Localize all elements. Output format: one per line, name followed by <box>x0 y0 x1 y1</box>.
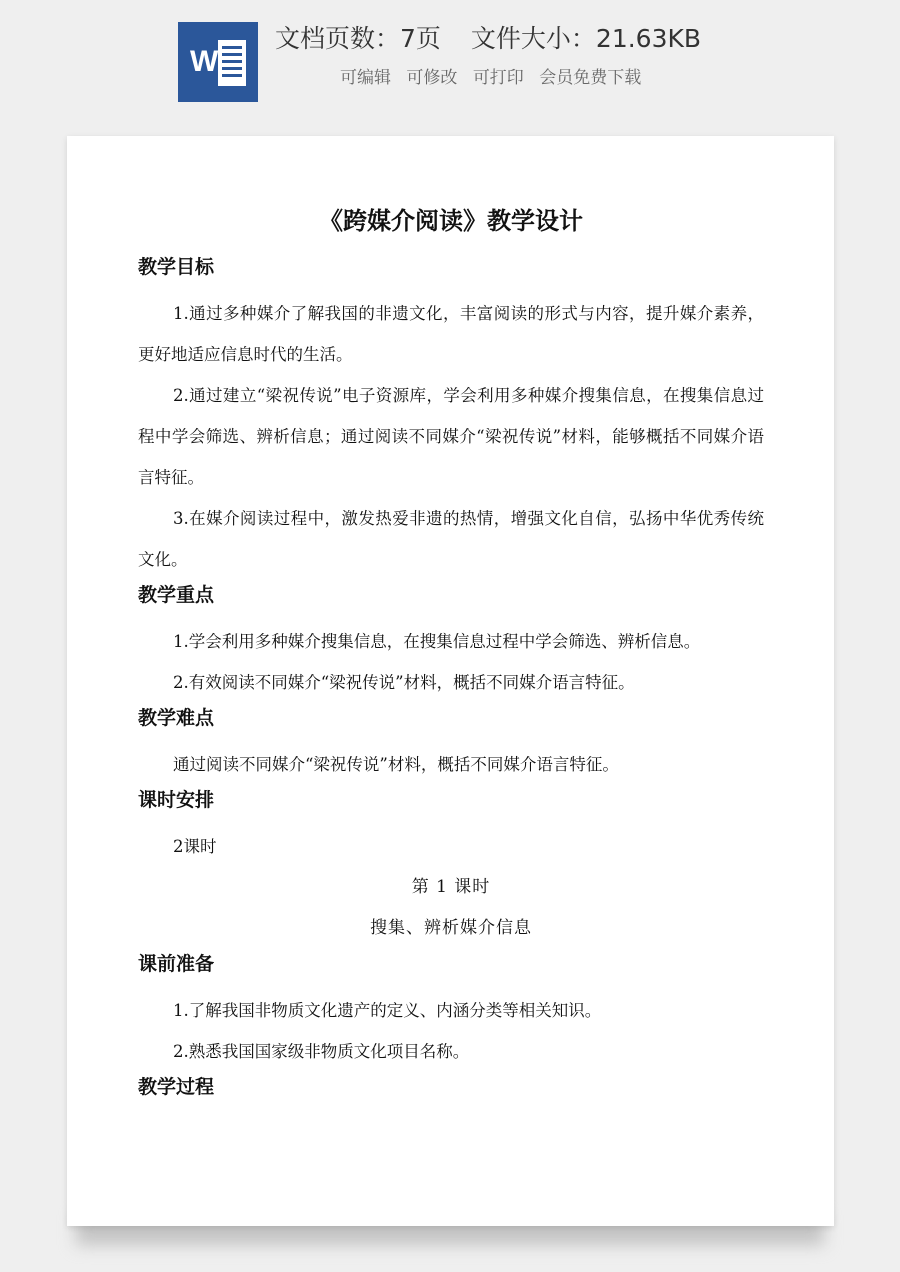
feature-member-download: 会员免费下载 <box>539 68 642 88</box>
section-heading-key-points: 教学重点 <box>138 584 215 606</box>
file-size: 文件大小：21.63KB <box>470 24 702 53</box>
word-logo-letter: W <box>190 45 219 78</box>
preparation-item: 1.了解我国非物质文化遗产的定义、内涵分类等相关知识。 <box>173 1001 602 1020</box>
document-title: 《跨媒介阅读》教学设计 <box>319 207 583 235</box>
section-heading-preparation: 课前准备 <box>138 953 215 975</box>
document-body <box>138 196 764 1113</box>
page-count: 文档页数：7页 <box>275 24 441 53</box>
preparation-item: 2.熟悉我国国家级非物质文化项目名称。 <box>173 1042 470 1061</box>
document-page <box>67 136 834 1226</box>
feature-editable: 可编辑 <box>340 68 391 88</box>
document-features <box>340 66 651 90</box>
section-heading-objectives: 教学目标 <box>138 256 215 278</box>
key-point-item: 2.有效阅读不同媒介“梁祝传说”材料，概括不同媒介语言特征。 <box>173 673 635 692</box>
document-stats <box>275 22 701 56</box>
section-heading-difficulties: 教学难点 <box>138 707 215 729</box>
objective-item: 3.在媒介阅读过程中，激发热爱非遗的热情，增强文化自信，弘扬中华优秀传统文化。 <box>138 509 764 569</box>
schedule-item: 2课时 <box>173 837 217 856</box>
document-info-header <box>0 0 900 120</box>
feature-modifiable: 可修改 <box>406 68 458 88</box>
objective-item: 1.通过多种媒介了解我国的非遗文化，丰富阅读的形式与内容，提升媒介素养，更好地适应信息时代的生活。 <box>138 304 764 364</box>
document-lines-icon <box>218 40 246 86</box>
key-point-item: 1.学会利用多种媒介搜集信息，在搜集信息过程中学会筛选、辨析信息。 <box>173 632 701 651</box>
word-document-icon <box>178 22 258 102</box>
section-heading-schedule: 课时安排 <box>138 789 215 811</box>
lesson-subtitle: 搜集、辨析媒介信息 <box>370 918 532 938</box>
feature-printable: 可打印 <box>472 68 524 88</box>
objective-item: 2.通过建立“梁祝传说”电子资源库，学会利用多种媒介搜集信息，在搜集信息过程中学会筛选、辨析信息；通过阅读不同媒介“梁祝传说”材料，能够概括不同媒介语言特征。 <box>138 386 764 487</box>
lesson-number: 第 1 课时 <box>411 877 491 897</box>
difficulty-item: 通过阅读不同媒介“梁祝传说”材料，概括不同媒介语言特征。 <box>173 755 619 774</box>
section-heading-process: 教学过程 <box>138 1076 215 1098</box>
